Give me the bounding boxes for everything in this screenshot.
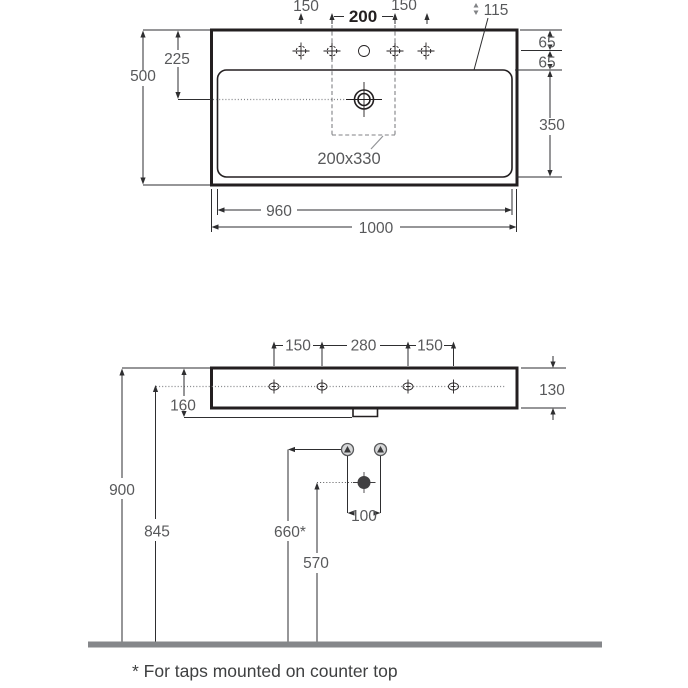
plan-view	[130, 0, 565, 237]
dim-label-rim-gap: 65	[538, 34, 556, 52]
water-supply-icons	[342, 444, 387, 456]
dim-right-stack	[515, 30, 565, 177]
dim-label-hole-gap: 65	[538, 54, 556, 72]
front-outline	[212, 368, 518, 408]
dim-label-overall-depth: 500	[130, 68, 156, 85]
dim-label-tap-left: 150	[293, 0, 319, 15]
water-supply-icon	[342, 444, 354, 456]
installation-view	[88, 369, 602, 648]
dim-tap-spacing	[293, 0, 430, 26]
dim-label-bowl-depth: 350	[539, 117, 565, 134]
waste-outlet-icon	[353, 472, 376, 493]
dim-label-drain-area: 200x330	[317, 150, 381, 168]
drain-outlet-tab	[353, 410, 378, 417]
dim-label-fix-left: 150	[285, 337, 311, 355]
dim-drain-offset	[164, 31, 211, 100]
dim-label-100: 100	[351, 508, 377, 525]
dim-label-drain-offset: 225	[164, 51, 190, 68]
dim-front-height	[521, 356, 566, 420]
dim-label-overall-width: 1000	[358, 220, 394, 237]
floor-line	[88, 642, 602, 648]
dim-label-tap-right: 150	[391, 0, 417, 14]
dim-label-845: 845	[144, 523, 170, 541]
dim-label-fix-center: 280	[350, 337, 377, 355]
dim-label-900: 900	[109, 482, 135, 499]
footnote: * For taps mounted on counter top	[132, 661, 398, 681]
dim-label-570: 570	[303, 555, 329, 572]
front-view	[122, 338, 566, 421]
dim-label-fix-right: 150	[417, 337, 443, 355]
dim-widths	[212, 189, 517, 237]
dim-fixing-spacing	[271, 338, 456, 367]
dim-label-660: 660*	[274, 524, 306, 541]
dim-label-depth: 115	[483, 2, 509, 19]
dim-install-845	[144, 385, 170, 642]
dim-install-top	[109, 369, 135, 643]
dim-label-front-height: 130	[539, 382, 565, 399]
dim-label-drop: 160	[170, 397, 196, 415]
dim-label-tap-center: 200	[348, 7, 378, 26]
dim-label-bowl-width: 960	[266, 203, 292, 220]
dim-install-660	[274, 447, 341, 642]
water-supply-icon	[375, 444, 387, 456]
